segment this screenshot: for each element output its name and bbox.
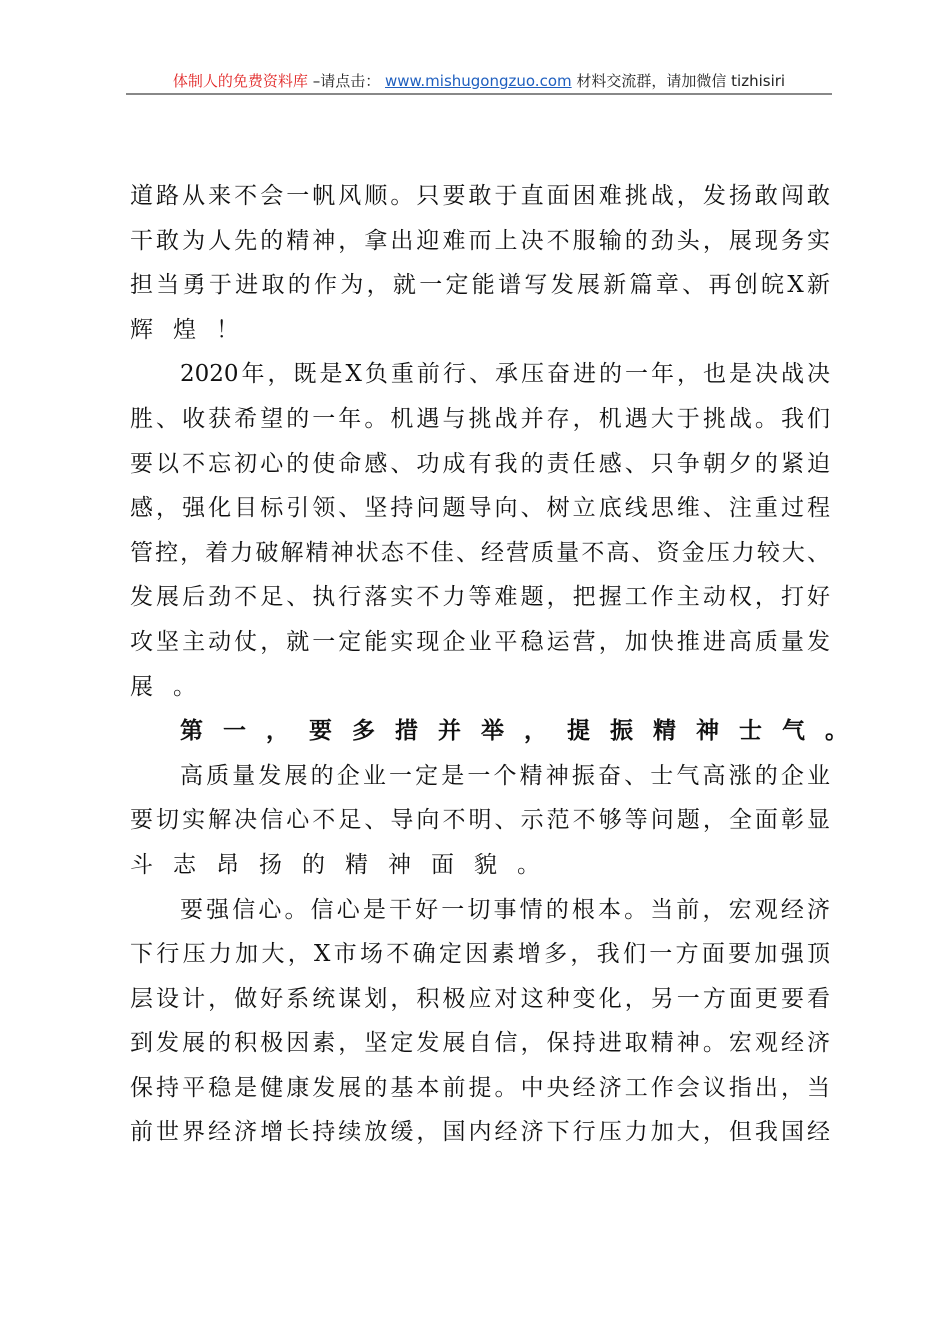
text-line: 第一，要多措并举，提振精神士气。 [180, 718, 868, 745]
text-line: 辉煌！ [130, 316, 259, 343]
text-line: 层设计，做好系统谋划，积极应对这种变化，另一方面更要看 [130, 985, 830, 1012]
text-line: 保持平稳是健康发展的基本前提。中央经济工作会议指出，当 [130, 1074, 830, 1101]
text-line: 高质量发展的企业一定是一个精神振奋、士气高涨的企业 [180, 762, 830, 789]
text-line: 担当勇于进取的作为，就一定能谱写发展新篇章、再创皖X新 [130, 272, 830, 299]
text-line: 发展后劲不足、执行落实不力等难题，把握工作主动权，打好 [130, 584, 830, 611]
text-line: 感，强化目标引领、坚持问题导向、树立底线思维、注重过程 [130, 495, 830, 522]
header-link[interactable]: www.mishugongzuo.com [384, 72, 572, 90]
text-line: 要强信心。信心是干好一切事情的根本。当前，宏观经济 [180, 896, 830, 923]
text-line: 管控，着力破解精神状态不佳、经营质量不高、资金压力较大、 [130, 539, 830, 566]
page-header [126, 70, 832, 91]
text-line: 到发展的积极因素，坚定发展自信，保持进取精神。宏观经济 [130, 1030, 830, 1057]
text-line: 要切实解决信心不足、导向不明、示范不够等问题，全面彰显 [130, 807, 830, 834]
text-line: 要以不忘初心的使命感、功成有我的责任感、只争朝夕的紧迫 [130, 450, 830, 477]
text-line: 攻坚主动仗，就一定能实现企业平稳运营，加快推进高质量发 [130, 628, 830, 655]
text-line: 下行压力加大，X市场不确定因素增多，我们一方面要加强顶 [130, 941, 830, 968]
header-divider [126, 93, 832, 95]
text-line: 道路从来不会一帆风顺。只要敢于直面困难挑战，发扬敢闯敢 [130, 183, 830, 209]
text-line: 胜、收获希望的一年。机遇与挑战并存，机遇大于挑战。我们 [130, 405, 830, 432]
document-body [130, 174, 868, 1155]
text-line: 2020年，既是X负重前行、承压奋进的一年，也是决战决 [180, 361, 830, 388]
header-suffix: 材料交流群，请加微信 tizhisiri [576, 72, 786, 90]
header-brand: 体制人的免费资料库 [172, 72, 308, 90]
text-line: 干敢为人先的精神，拿出迎难而上决不服输的劲头，展现务实 [130, 227, 830, 254]
header-prompt: –请点击： [312, 72, 381, 90]
text-line: 前世界经济增长持续放缓，国内经济下行压力加大，但我国经 [130, 1119, 830, 1146]
text-line: 斗志昂扬的精神面貌。 [130, 851, 560, 878]
text-line: 展。 [130, 673, 216, 700]
